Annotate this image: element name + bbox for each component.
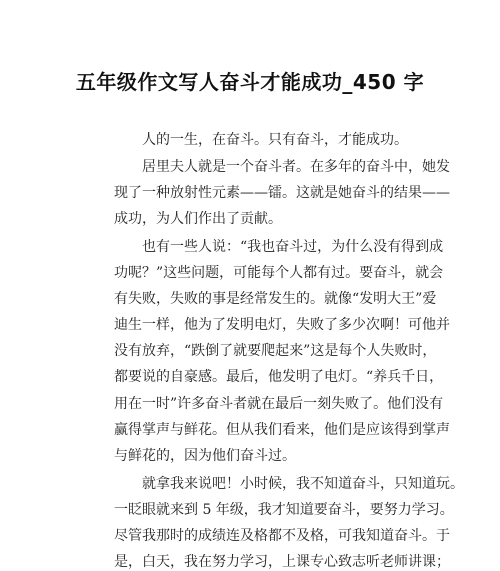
body-line: 没有放弃，“跌倒了就要爬起来”这是每个人失败时， [114, 343, 437, 359]
body-line: 成功，为人们作出了贡献。 [114, 211, 282, 227]
body-line: 也有一些人说：“我也奋斗过，为什么没有得到成 [142, 239, 444, 255]
body-line: 用在一时”许多奋斗者就在最后一刻失败了。他们没有 [114, 396, 444, 412]
document-title: 五年级作文写人奋斗才能成功_450 字 [75, 70, 425, 94]
body-line: 就拿我来说吧！小时候，我不知道奋斗，只知道玩。 [142, 476, 464, 492]
body-line: 赢得掌声与鲜花。但从我们看来，他们是应该得到掌声 [114, 422, 450, 438]
body-line: 都要说的自豪感。最后，他发明了电灯。“养兵千日， [114, 369, 444, 385]
body-line: 功呢？”这些问题，可能每个人都有过。要奋斗，就会 [114, 265, 444, 281]
body-line: 有失败，失败的事是经常发生的。就像“发明大王”爱 [114, 291, 437, 307]
body-line: 现了一种放射性元素——镭。这就是她奋斗的结果—— [114, 185, 450, 201]
body-line: 是，白天，我在努力学习，上课专心致志听老师讲课； [114, 554, 450, 570]
body-line: 迪生一样，他为了发明电灯，失败了多少次啊！可他并 [114, 317, 450, 333]
body-line: 居里夫人就是一个奋斗者。在多年的奋斗中，她发 [142, 159, 450, 175]
body-line: 与鲜花的，因为他们奋斗过。 [114, 448, 296, 464]
body-line: 尽管我那时的成绩连及格都不及格，可我知道奋斗。于 [114, 528, 450, 544]
body-line: 人的一生，在奋斗。只有奋斗，才能成功。 [142, 132, 408, 148]
body-line: 一眨眼就来到 5 年级，我才知道要奋斗，要努力学习。 [114, 502, 454, 518]
